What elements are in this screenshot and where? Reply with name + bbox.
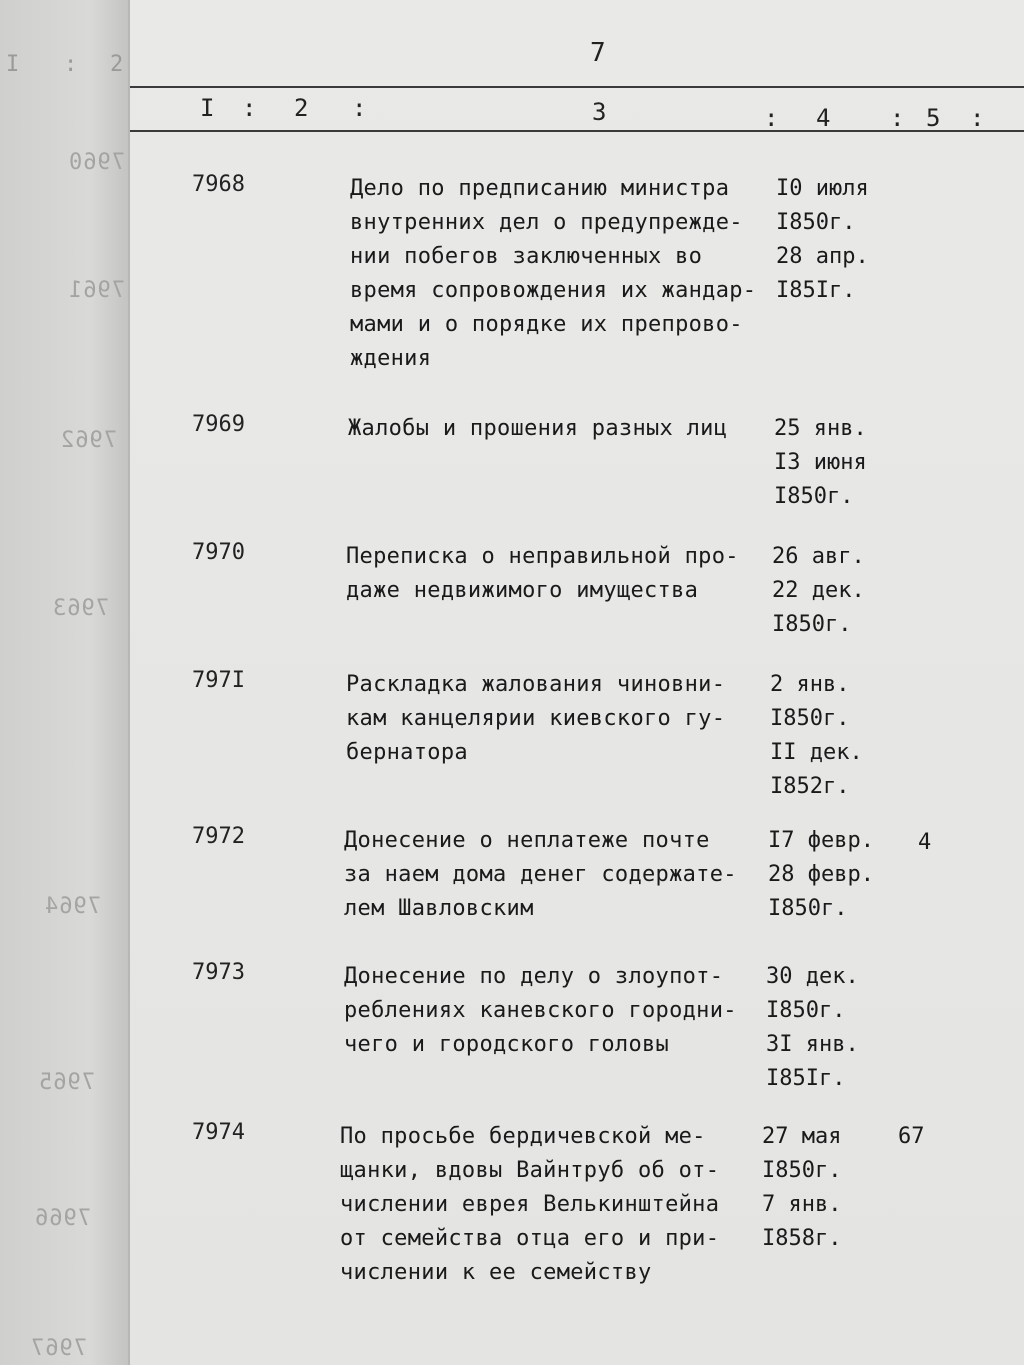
record-title: Донесение о неплатеже почте за наем дома денег содержате- лем Шавловским bbox=[344, 828, 737, 921]
prev-page-header-col2: 2 bbox=[110, 52, 125, 77]
column-header-2: 2 bbox=[294, 94, 309, 122]
prev-page-record-number: 7961 bbox=[68, 278, 125, 303]
prev-page-record-number: 7966 bbox=[34, 1206, 91, 1231]
record-number: 797I bbox=[192, 668, 245, 693]
column-header-4: 4 bbox=[816, 104, 831, 132]
column-separator: : bbox=[242, 94, 257, 122]
record-dates: 30 дек. I850г. 3I янв. I85Iг. bbox=[766, 964, 859, 1091]
prev-page-header-col1: I bbox=[6, 52, 21, 77]
record-dates: 27 мая I850г. 7 янв. I858г. bbox=[762, 1124, 842, 1251]
header-rule-top bbox=[130, 86, 1024, 88]
record-number: 7973 bbox=[192, 960, 245, 985]
column-header-1: I bbox=[200, 94, 215, 122]
record-title: Жалобы и прошения разных лиц bbox=[348, 416, 728, 441]
record-number: 7968 bbox=[192, 172, 245, 197]
column-separator: : bbox=[890, 104, 905, 132]
prev-page-record-number: 7965 bbox=[38, 1070, 95, 1095]
prev-page-record-number: 7960 bbox=[68, 150, 125, 175]
record-number: 7969 bbox=[192, 412, 245, 437]
record-title: Донесение по делу о злоупот- реблениях каневского городни- чего и городского головы bbox=[344, 964, 737, 1057]
record-dates: I7 февр. 28 февр. I850г. bbox=[768, 828, 874, 921]
page-number: 7 bbox=[590, 38, 606, 68]
record-title: Переписка о неправильной про- даже недвижимого имущества bbox=[346, 544, 739, 603]
record-dates: 26 авг. 22 дек. I850г. bbox=[772, 544, 865, 637]
column-separator: : bbox=[352, 94, 367, 122]
record-number: 7972 bbox=[192, 824, 245, 849]
record-dates: I0 июля I850г. 28 апр. I85Iг. bbox=[776, 176, 869, 303]
prev-page-record-number: 7967 bbox=[30, 1336, 87, 1361]
prev-page-record-number: 7964 bbox=[44, 894, 101, 919]
record-number: 7974 bbox=[192, 1120, 245, 1145]
record-title: Раскладка жалования чиновни- кам канцелярии киевского гу- бернатора bbox=[346, 672, 726, 765]
record-dates: 25 янв. I3 июня I850г. bbox=[774, 416, 867, 509]
record-sheet-count: 67 bbox=[898, 1124, 925, 1149]
column-separator: : bbox=[764, 104, 779, 132]
column-header-3: 3 bbox=[592, 98, 607, 126]
record-title: По просьбе бердичевской ме- щанки, вдовы Вайнтруб об от- числении еврея Велькинштейна от семейства отца его и при- числении к ее семейству bbox=[340, 1124, 720, 1285]
previous-page-edge bbox=[0, 0, 130, 1365]
prev-page-record-number: 7963 bbox=[52, 596, 109, 621]
column-separator: : bbox=[970, 104, 985, 132]
column-header-5: 5 bbox=[926, 104, 941, 132]
record-dates: 2 янв. I850г. II дек. I852г. bbox=[770, 672, 863, 799]
prev-page-record-number: 7962 bbox=[60, 428, 117, 453]
prev-page-header-sep: : bbox=[64, 52, 79, 77]
record-number: 7970 bbox=[192, 540, 245, 565]
record-title: Дело по предписанию министра внутренних дел о предупрежде- нии побегов заключенных во время сопровождения их жандар- мами и о порядке их препрово- ждения bbox=[350, 176, 757, 371]
record-sheet-count: 4 bbox=[918, 830, 932, 855]
